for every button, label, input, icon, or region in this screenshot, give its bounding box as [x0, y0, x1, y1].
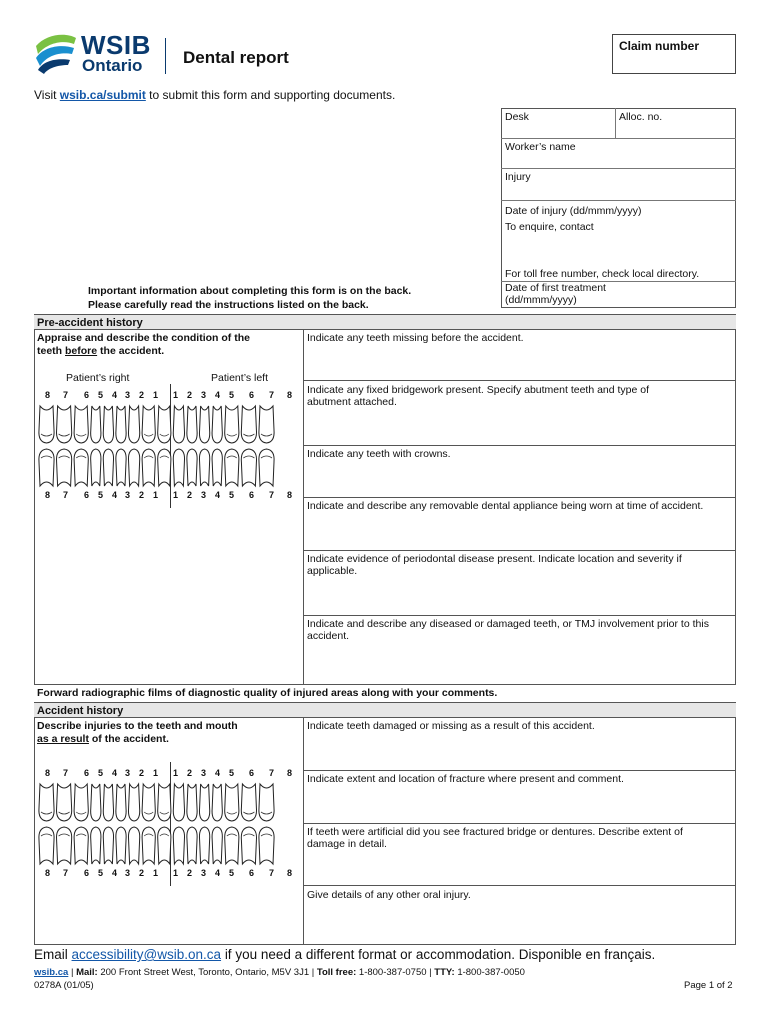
tooth-number: 3 — [125, 768, 131, 778]
tooth-outline — [259, 827, 274, 864]
tooth-outline — [128, 827, 139, 864]
tooth-outline — [259, 449, 274, 486]
tooth-number: 2 — [139, 868, 145, 878]
tooth-outline — [39, 406, 54, 443]
tooth-number: 8 — [45, 868, 51, 878]
tooth-number: 8 — [287, 390, 293, 400]
tooth-outline — [212, 784, 222, 821]
tooth-outline — [173, 784, 184, 821]
tooth-number: 1 — [173, 768, 179, 778]
important-note — [88, 284, 411, 312]
tooth-outline — [158, 449, 171, 486]
page-number: Page 1 of 2 — [684, 980, 733, 991]
tooth-number: 8 — [287, 868, 293, 878]
tooth-number: 7 — [269, 490, 275, 500]
patients-right-label: Patient’s right — [66, 372, 130, 384]
tooth-number: 2 — [187, 490, 193, 500]
accident-field-artificial-teeth[interactable]: If teeth were artificial did you see fractured bridge or dentures. Describe extent of damage in detail. — [307, 826, 683, 850]
tooth-outline — [103, 406, 113, 443]
patients-left-label: Patient’s left — [211, 372, 269, 384]
tooth-outline — [173, 449, 184, 486]
tooth-number: 4 — [215, 868, 221, 878]
upper-teeth-diagram — [37, 782, 299, 824]
tooth-number: 2 — [139, 490, 145, 500]
tooth-number: 3 — [201, 868, 207, 878]
tooth-number: 6 — [84, 768, 90, 778]
accident-field-damaged-teeth[interactable]: Indicate teeth damaged or missing as a result of this accident. — [307, 720, 595, 732]
tooth-number: 3 — [125, 490, 131, 500]
tooth-outline — [116, 827, 126, 864]
tooth-outline — [128, 406, 139, 443]
tooth-number: 4 — [215, 490, 221, 500]
tooth-outline — [241, 406, 256, 443]
tooth-number: 5 — [229, 390, 235, 400]
lower-teeth-diagram — [37, 448, 299, 490]
mail-value: 200 Front Street West, Toronto, Ontario, M5V 3J1 — [100, 967, 310, 978]
logo-divider — [165, 38, 166, 74]
tooth-outline — [158, 827, 171, 864]
email-suffix: if you need a different format or accommodation. Disponible en français. — [224, 947, 656, 962]
pre-field-crowns[interactable]: Indicate any teeth with crowns. — [307, 448, 451, 460]
tooth-outline — [56, 449, 71, 486]
logo-ontario: Ontario — [82, 56, 143, 75]
tooth-number: 6 — [249, 868, 255, 878]
workers-name-field[interactable]: Worker’s name — [505, 141, 576, 153]
tooth-number: 6 — [249, 390, 255, 400]
pre-field-removable-appliance[interactable]: Indicate and describe any removable dental appliance being worn at time of accident. — [307, 500, 704, 512]
tty-label: TTY: — [434, 967, 455, 978]
tooth-number: 7 — [63, 490, 69, 500]
tooth-outline — [199, 827, 209, 864]
tooth-outline — [241, 449, 256, 486]
tooth-number: 6 — [84, 390, 90, 400]
tooth-number: 1 — [173, 390, 179, 400]
tooth-outline — [173, 827, 184, 864]
tooth-outline — [74, 784, 88, 821]
tooth-outline — [142, 449, 155, 486]
tooth-number: 3 — [125, 390, 131, 400]
tooth-number: 8 — [45, 390, 51, 400]
tooth-number: 3 — [201, 390, 207, 400]
tooth-outline — [187, 784, 197, 821]
tooth-number: 1 — [173, 868, 179, 878]
accident-instruction — [37, 720, 238, 746]
tooth-number: 7 — [269, 768, 275, 778]
tooth-outline — [56, 784, 71, 821]
tooth-outline — [173, 406, 184, 443]
tooth-outline — [187, 827, 197, 864]
tooth-number: 8 — [45, 768, 51, 778]
tooth-outline — [39, 449, 54, 486]
logo-wordmark: WSIB — [81, 30, 151, 60]
wsib-logo — [34, 30, 159, 78]
accident-heading: Accident history — [34, 702, 736, 718]
tooth-number: 2 — [187, 868, 193, 878]
tooth-number: 4 — [112, 768, 118, 778]
injury-field[interactable]: Injury — [505, 171, 531, 183]
tooth-outline — [259, 406, 274, 443]
pre-instruction-before: before — [65, 345, 98, 357]
tooth-outline — [39, 784, 54, 821]
tooth-number: 8 — [287, 490, 293, 500]
tooth-outline — [128, 784, 139, 821]
accident-instruction-b-suffix: of the accident. — [91, 733, 169, 745]
tooth-number: 4 — [112, 490, 118, 500]
tooth-outline — [187, 406, 197, 443]
tooth-outline — [116, 784, 126, 821]
tooth-number: 5 — [229, 768, 235, 778]
tooth-outline — [241, 784, 256, 821]
tooth-number: 7 — [269, 390, 275, 400]
tooth-number: 1 — [153, 768, 159, 778]
visit-line — [34, 88, 395, 102]
page-title: Dental report — [183, 48, 289, 67]
tooth-outline — [158, 784, 171, 821]
tooth-outline — [225, 449, 239, 486]
tooth-number: 5 — [98, 868, 104, 878]
pre-accident-instruction — [37, 332, 250, 358]
tooth-outline — [259, 784, 274, 821]
first-treatment-field[interactable]: Date of first treatment (dd/mmm/yyyy) — [505, 282, 606, 306]
tooth-outline — [91, 449, 101, 486]
tooth-outline — [225, 827, 239, 864]
upper-tooth-numbers — [37, 768, 299, 780]
radiograph-note: Forward radiographic films of diagnostic quality of injured areas along with your comments. — [37, 687, 498, 699]
lower-tooth-numbers — [37, 490, 299, 502]
tooth-number: 1 — [153, 390, 159, 400]
tooth-number: 4 — [112, 390, 118, 400]
accessibility-line — [34, 947, 655, 962]
wsib-site-link[interactable]: wsib.ca — [34, 967, 69, 978]
email-prefix: Email — [34, 947, 68, 962]
contact-line: wsib.ca | Mail: 200 Front Street West, Toronto, Ontario, M5V 3J1 | Toll free: 1-800-387-0750 | TTY: 1-800-387-0050 — [34, 967, 525, 978]
tooth-number: 4 — [215, 768, 221, 778]
desk-field[interactable]: Desk — [505, 111, 529, 123]
tooth-outline — [225, 406, 239, 443]
wsib-logo-icon — [34, 32, 78, 76]
tooth-outline — [56, 827, 71, 864]
tty-value: 1-800-387-0050 — [457, 967, 525, 978]
tooth-number: 6 — [84, 490, 90, 500]
tooth-outline — [103, 827, 113, 864]
toll-free-note: For toll free number, check local directory. — [505, 268, 700, 280]
tooth-outline — [241, 827, 256, 864]
tooth-outline — [74, 406, 88, 443]
tooth-outline — [103, 784, 113, 821]
tooth-number: 6 — [84, 868, 90, 878]
tooth-number: 6 — [249, 768, 255, 778]
tooth-outline — [128, 449, 139, 486]
tooth-number: 2 — [139, 390, 145, 400]
tooth-number: 5 — [98, 768, 104, 778]
visit-prefix: Visit — [34, 88, 57, 102]
pre-instruction-b-prefix: teeth — [37, 345, 63, 357]
tooth-outline — [158, 406, 171, 443]
accident-instruction-a: Describe injuries to the teeth and mouth — [37, 720, 238, 732]
mail-label: Mail: — [76, 967, 98, 978]
toll-free-label: Toll free: — [316, 967, 357, 978]
tooth-outline — [142, 784, 155, 821]
tooth-number: 5 — [98, 490, 104, 500]
important-line-1: Important information about completing this form is on the back. — [88, 285, 412, 297]
tooth-number: 5 — [229, 490, 235, 500]
tooth-number: 6 — [249, 490, 255, 500]
submit-link[interactable]: wsib.ca/submit — [59, 88, 146, 102]
tooth-number: 2 — [139, 768, 145, 778]
tooth-outline — [199, 406, 209, 443]
pre-instruction-b-suffix: the accident. — [100, 345, 165, 357]
tooth-number: 2 — [187, 390, 193, 400]
tooth-outline — [91, 406, 101, 443]
tooth-number: 3 — [125, 868, 131, 878]
tooth-outline — [91, 827, 101, 864]
pre-instruction-a: Appraise and describe the condition of the — [37, 332, 250, 344]
tooth-outline — [116, 449, 126, 486]
accident-instruction-as-a-result: as a result — [37, 733, 89, 745]
tooth-number: 8 — [45, 490, 51, 500]
tooth-number: 7 — [269, 868, 275, 878]
dental-chart-pre — [37, 384, 299, 510]
tooth-number: 7 — [63, 768, 69, 778]
pre-accident-heading: Pre-accident history — [34, 314, 736, 330]
tooth-outline — [142, 827, 155, 864]
alloc-no-field[interactable]: Alloc. no. — [619, 111, 663, 123]
accident-field-other-injury[interactable]: Give details of any other oral injury. — [307, 889, 471, 901]
tooth-outline — [116, 406, 126, 443]
toll-free-value: 1-800-387-0750 — [358, 967, 427, 978]
tooth-number: 4 — [215, 390, 221, 400]
date-of-injury-field[interactable]: Date of injury (dd/mmm/yyyy) — [505, 205, 642, 217]
pre-field-diseased-teeth[interactable]: Indicate and describe any diseased or damaged teeth, or TMJ involvement prior to this accident. — [307, 618, 709, 642]
tooth-number: 3 — [201, 768, 207, 778]
tooth-outline — [199, 784, 209, 821]
lower-tooth-numbers — [37, 868, 299, 880]
tooth-outline — [212, 449, 222, 486]
lower-teeth-diagram — [37, 826, 299, 868]
claim-number-label: Claim number — [619, 39, 700, 53]
dental-chart-accident — [37, 762, 299, 888]
tooth-number: 2 — [187, 768, 193, 778]
tooth-outline — [212, 406, 222, 443]
to-enquire-label: To enquire, contact — [505, 221, 594, 233]
tooth-number: 4 — [112, 868, 118, 878]
tooth-outline — [199, 449, 209, 486]
tooth-outline — [103, 449, 113, 486]
tooth-outline — [74, 449, 88, 486]
tooth-outline — [56, 406, 71, 443]
form-code: 0278A (01/05) — [34, 980, 94, 991]
tooth-number: 8 — [287, 768, 293, 778]
tooth-outline — [74, 827, 88, 864]
pre-field-missing-teeth[interactable]: Indicate any teeth missing before the accident. — [307, 332, 524, 344]
upper-tooth-numbers — [37, 390, 299, 402]
upper-teeth-diagram — [37, 404, 299, 446]
tooth-number: 5 — [98, 390, 104, 400]
tooth-number: 1 — [153, 868, 159, 878]
accessibility-email-link[interactable]: accessibility@wsib.on.ca — [71, 947, 222, 962]
important-line-2: Please carefully read the instructions listed on the back. — [88, 299, 369, 311]
tooth-outline — [142, 406, 155, 443]
tooth-outline — [212, 827, 222, 864]
pre-field-periodontal[interactable]: Indicate evidence of periodontal disease present. Indicate location and severity if applicable. — [307, 553, 682, 577]
tooth-number: 7 — [63, 390, 69, 400]
tooth-outline — [91, 784, 101, 821]
visit-suffix: to submit this form and supporting documents. — [149, 88, 396, 102]
tooth-outline — [225, 784, 239, 821]
tooth-number: 1 — [173, 490, 179, 500]
tooth-outline — [187, 449, 197, 486]
tooth-number: 1 — [153, 490, 159, 500]
accident-field-fracture[interactable]: Indicate extent and location of fracture where present and comment. — [307, 773, 624, 785]
pre-field-bridgework[interactable]: Indicate any fixed bridgework present. Specify abutment teeth and type of abutment attached. — [307, 384, 650, 408]
tooth-number: 3 — [201, 490, 207, 500]
tooth-outline — [39, 827, 54, 864]
tooth-number: 7 — [63, 868, 69, 878]
claim-number-box[interactable] — [612, 34, 736, 74]
tooth-number: 5 — [229, 868, 235, 878]
